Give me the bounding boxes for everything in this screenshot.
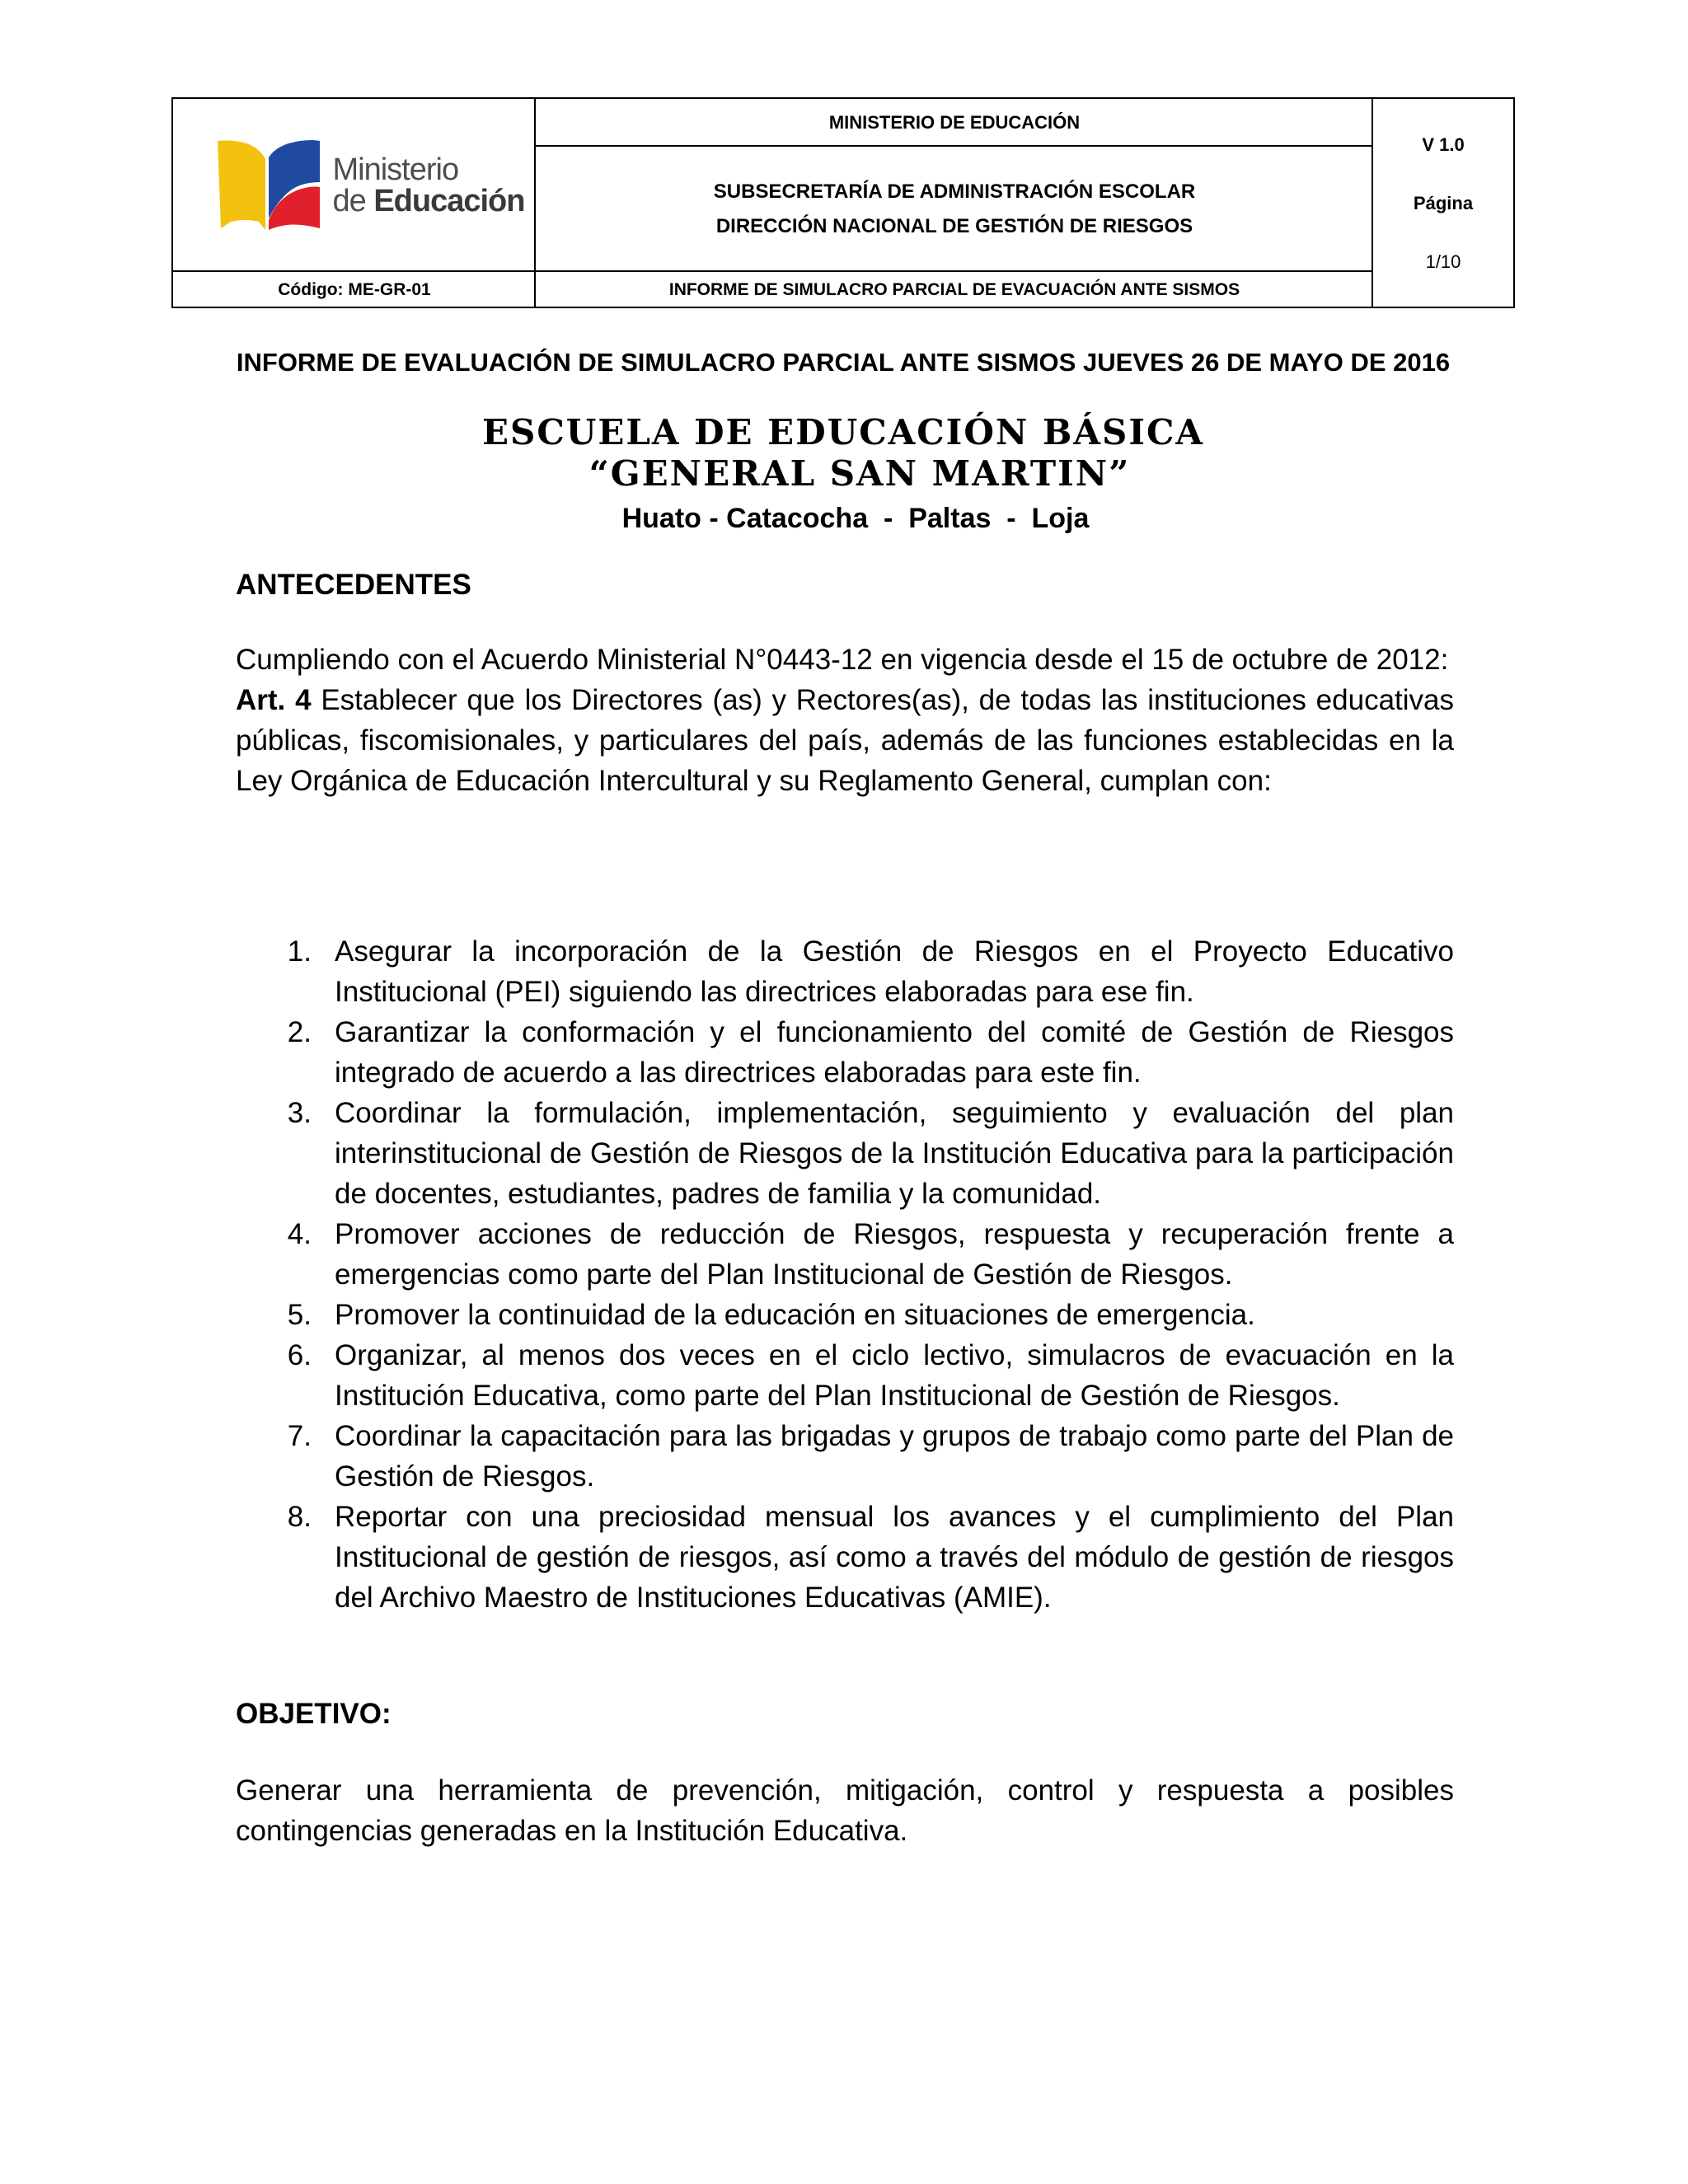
obligations-list — [236, 931, 1454, 1618]
subsecretaria-block — [536, 147, 1373, 272]
page-label: Página — [1413, 192, 1474, 213]
list-item: 6. Organizar, al menos dos veces en el ciclo lectivo, simulacros de evacuación en la Institución Educativa, como parte del Plan Institucional de Gestión de Riesgos. — [287, 1339, 1454, 1412]
ministry-name: MINISTERIO DE EDUCACIÓN — [828, 112, 1081, 133]
objetivo-heading: OBJETIVO: — [236, 1698, 392, 1730]
list-item: 8. Reportar con una preciosidad mensual los avances y el cumplimiento del Plan Institucional de gestión de riesgos, así como a través del módulo de gestión de riesgos del Archivo Maestro de Instituciones Educativas (AMIE). — [287, 1501, 1454, 1614]
document-code: Código: ME-GR-01 — [278, 280, 431, 299]
list-item: 1. Asegurar la incorporación de la Gestión de Riesgos en el Proyecto Educativo Institucional (PEI) siguiendo las directrices elaboradas para ese fin. — [287, 935, 1454, 1008]
art-text: Establecer que los Directores (as) y Rectores(as), de todas las instituciones educativas públicas, fiscomisionales, y particulares del país, además de las funciones establecidas en la Ley Orgánica de Educación Intercultural y su Reglamento General, cumplan con: — [236, 684, 1454, 797]
version-label: V 1.0 — [1422, 134, 1465, 155]
antecedentes-paragraph — [236, 640, 1454, 801]
school-location: Huato - Catacocha - Paltas - Loja — [621, 503, 1090, 534]
school-name-line1: ESCUELA DE EDUCACIÓN BÁSICA — [481, 412, 1205, 452]
list-item: 3. Coordinar la formulación, implementación, seguimiento y evaluación del plan interinstitucional de Gestión de Riesgos de la Institución Educativa para la participación de docentes, estudiantes, padres de familia y la comunidad. — [287, 1097, 1454, 1210]
list-item: 5. Promover la continuidad de la educación en situaciones de emergencia. — [287, 1299, 1255, 1331]
version-page-cell — [1373, 99, 1513, 308]
logo-text-line2: de Educación — [332, 184, 525, 218]
art-label: Art. 4 — [236, 684, 312, 716]
school-name-line2: “GENERAL SAN MARTIN” — [588, 453, 1131, 494]
school-name — [171, 412, 1515, 494]
list-item: 2. Garantizar la conformación y el funcionamiento del comité de Gestión de Riesgos integrado de acuerdo a las directrices elaboradas para este fin. — [287, 1016, 1454, 1089]
document-title: INFORME DE EVALUACIÓN DE SIMULACRO PARCIAL ANTE SISMOS JUEVES 26 DE MAYO DE 2016 — [236, 348, 1451, 377]
subsecretaria-line: SUBSECRETARÍA DE ADMINISTRACIÓN ESCOLAR — [713, 180, 1196, 203]
objetivo-paragraph: Generar una herramienta de prevención, mitigación, control y respuesta a posibles contingencias generadas en la Institución Educativa. — [236, 1774, 1454, 1847]
informe-name: INFORME DE SIMULACRO PARCIAL DE EVACUACIÓN ANTE SISMOS — [668, 280, 1240, 299]
list-item: 4. Promover acciones de reducción de Riesgos, respuesta y recuperación frente a emergencias como parte del Plan Institucional de Gestión de Riesgos. — [287, 1218, 1454, 1291]
antecedentes-heading: ANTECEDENTES — [236, 569, 471, 601]
direccion-line: DIRECCIÓN NACIONAL DE GESTIÓN DE RIESGOS — [715, 215, 1193, 237]
page-number: 1/10 — [1425, 251, 1461, 273]
ministry-logo-icon — [218, 139, 325, 232]
logo-cell — [173, 99, 536, 272]
intro-text: Cumpliendo con el Acuerdo Ministerial N°0443-12 en vigencia desde el 15 de octubre de 2012: — [236, 644, 1449, 676]
header-table — [171, 97, 1515, 308]
ministry-logo — [218, 139, 525, 232]
list-item: 7. Coordinar la capacitación para las brigadas y grupos de trabajo como parte del Plan de Gestión de Riesgos. — [287, 1420, 1454, 1493]
logo-text-line1: Ministerio — [332, 152, 459, 187]
